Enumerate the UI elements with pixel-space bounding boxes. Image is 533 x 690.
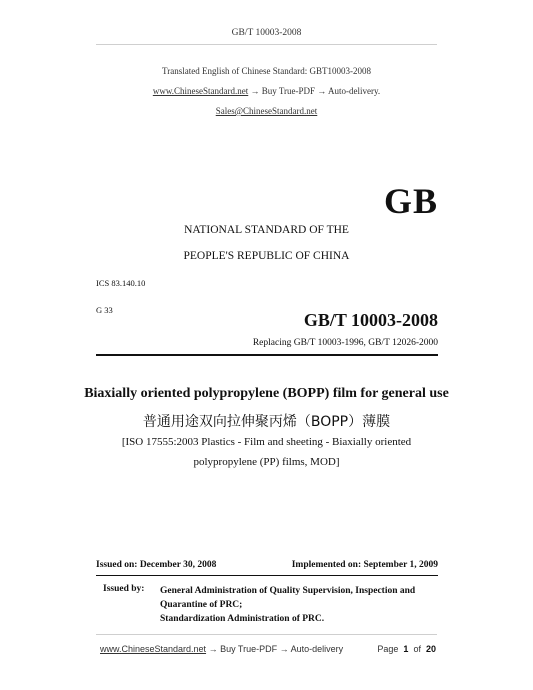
iso-reference-line1: [ISO 17555:2003 Plastics - Film and sheeting - Biaxially oriented [121, 436, 412, 448]
national-standard-line2: PEOPLE'S REPUBLIC OF CHINA [183, 250, 350, 262]
gb-logo: GB [383, 181, 438, 221]
footer-divider [96, 634, 437, 635]
title-divider [96, 354, 438, 356]
issued-on-date: Issued on: December 30, 2008 [96, 560, 217, 570]
title-english: Biaxially oriented polypropylene (BOPP) film for general use [84, 386, 449, 401]
page-indicator [330, 644, 436, 654]
ics-code: ICS 83.140.10 [96, 278, 146, 288]
page-total: 20 [425, 644, 436, 654]
issued-by-line2: Quarantine of PRC; [160, 600, 243, 610]
sales-email-line [0, 106, 533, 116]
buy-links [0, 86, 533, 96]
iso-reference-line2: polypropylene (PP) films, MOD] [193, 456, 340, 468]
issue-divider [96, 575, 438, 576]
site-link-tail: → Buy True-PDF → Auto-delivery. [248, 86, 381, 96]
replacing-note: Replacing GB/T 10003-1996, GB/T 12026-2000 [252, 338, 438, 348]
site-link[interactable]: www.ChineseStandard.net [152, 86, 249, 96]
page-label: Page [377, 644, 399, 654]
issued-by-line3: Standardization Administration of PRC. [160, 614, 325, 624]
page-number: 1 [403, 644, 409, 654]
issued-by-line1: General Administration of Quality Supervision, Inspection and [160, 586, 416, 596]
page-of: of [413, 644, 421, 654]
sales-email-link[interactable]: Sales@ChineseStandard.net [215, 106, 318, 116]
title-chinese: 普通用途双向拉伸聚丙烯（BOPP）薄膜 [142, 414, 391, 430]
translation-note: Translated English of Chinese Standard: GBT10003-2008 [162, 66, 371, 76]
footer-site-link[interactable]: www.ChineseStandard.net [100, 644, 207, 654]
national-standard-line1: NATIONAL STANDARD OF THE [184, 224, 349, 236]
running-header: GB/T 10003-2008 [231, 28, 302, 38]
issued-by-authorities [160, 584, 440, 626]
implemented-on-date: Implemented on: September 1, 2009 [291, 560, 438, 570]
issued-by-label: Issued by: [103, 584, 145, 594]
header-divider [96, 44, 437, 45]
footer-site-tail: → Buy True-PDF → Auto-delivery [206, 644, 344, 654]
standard-code: GB/T 10003-2008 [303, 310, 438, 330]
footer-links [100, 644, 343, 654]
ccs-code: G 33 [96, 305, 113, 315]
